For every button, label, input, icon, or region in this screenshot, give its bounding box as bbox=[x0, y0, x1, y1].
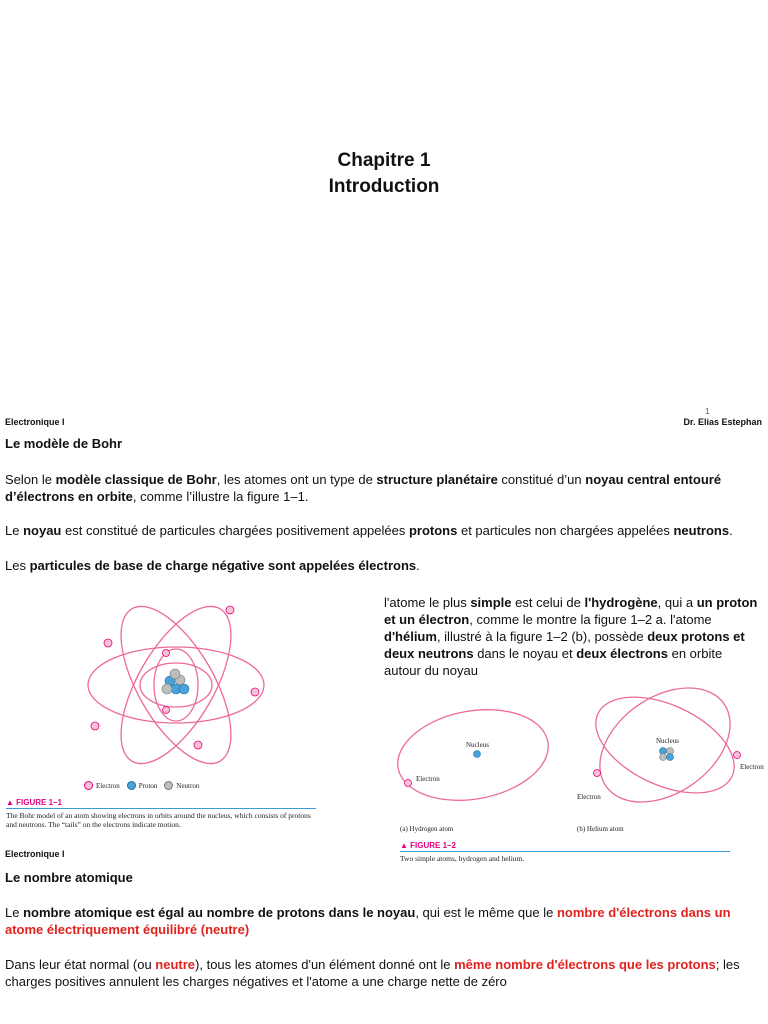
hydrogen-proton bbox=[474, 751, 481, 758]
bohr-paragraph-1: Selon le modèle classique de Bohr, les atomes ont un type de structure planétaire constitué d’un noyau central entouré d’électrons en orbite, comme l’illustre la figure 1–1. bbox=[5, 472, 722, 504]
electron bbox=[163, 650, 170, 657]
helium-electron-label-right: Electron bbox=[740, 763, 764, 771]
proton-legend-icon bbox=[127, 781, 136, 790]
helium-electron bbox=[594, 770, 601, 777]
fig1-label: ▲ FIGURE 1–1 bbox=[6, 798, 62, 807]
helium-electron-label-left: Electron bbox=[577, 793, 601, 801]
chapter-title: Chapitre 1 bbox=[337, 150, 431, 171]
helium-nucleus bbox=[660, 748, 674, 761]
hydrogen-nucleus-label: Nucleus bbox=[466, 741, 489, 749]
electron bbox=[91, 722, 99, 730]
footer-course-2: Electronique I bbox=[5, 849, 65, 859]
bohr-heading: Le modèle de Bohr bbox=[5, 436, 123, 451]
fig2-label: ▲ FIGURE 1–2 bbox=[400, 841, 456, 850]
helium-electron bbox=[734, 752, 741, 759]
electron bbox=[104, 639, 112, 647]
atomic-number-paragraph-2: Dans leur état normal (ou neutre), tous les atomes d'un élément donné ont le même nombre d'électrons que les protons; les charges positives annulent les charges négatives et l'atome a une charge nette de zéro bbox=[5, 957, 740, 989]
hydrogen-electron bbox=[405, 780, 412, 787]
atomic-number-heading: Le nombre atomique bbox=[5, 870, 133, 885]
electron bbox=[251, 688, 259, 696]
fig1-divider bbox=[6, 808, 316, 809]
page-number: 1 bbox=[705, 407, 710, 416]
helium-atom-diagram bbox=[585, 685, 745, 805]
fig1-caption: The Bohr model of an atom showing electrons in orbits around the nucleus, which consists of protons and neutrons. The “tails” on the electrons indicate motion. bbox=[6, 811, 311, 829]
fig2-caption: Two simple atoms, hydrogen and helium. bbox=[400, 854, 525, 863]
nucleus bbox=[162, 669, 189, 694]
hydrogen-electron-label: Electron bbox=[416, 775, 440, 783]
chapter-subtitle: Introduction bbox=[328, 176, 440, 197]
bohr-paragraph-3: Les particules de base de charge négative sont appelées électrons. bbox=[5, 558, 420, 573]
hydrogen-atom-diagram bbox=[395, 700, 555, 810]
legend-electron: Electron bbox=[96, 781, 120, 790]
neutron-legend-icon bbox=[164, 781, 173, 790]
fig1-legend bbox=[84, 781, 199, 790]
fig2-sublabel-a: (a) Hydrogen atom bbox=[400, 825, 454, 833]
fig2-sublabel-b: (b) Helium atom bbox=[577, 825, 624, 833]
footer-course: Electronique I bbox=[5, 417, 65, 427]
footer-author: Dr. Elias Estephan bbox=[683, 417, 762, 427]
electron bbox=[226, 606, 234, 614]
helium-nucleus-label: Nucleus bbox=[656, 737, 679, 745]
helium-orbit-2 bbox=[585, 685, 745, 805]
electron bbox=[163, 707, 170, 714]
bohr-paragraph-2: Le noyau est constitué de particules chargées positivement appelées protons et particules non chargées appelées neutrons. bbox=[5, 523, 733, 538]
legend-proton: Proton bbox=[138, 781, 158, 790]
bohr-atom-diagram bbox=[80, 590, 280, 780]
electron bbox=[194, 741, 202, 749]
fig2-divider bbox=[400, 851, 730, 852]
legend-neutron: Neutron bbox=[176, 781, 200, 790]
hydrogen-helium-paragraph: l'atome le plus simple est celui de l'hydrogène, qui a un proton et un électron, comme le montre la figure 1–2 a. l'atome d'hélium, illustré à la figure 1–2 (b), possède deux protons et deux neutrons dans le noyau et deux électrons en orbite autour du noyau bbox=[384, 595, 758, 678]
electron-legend-icon bbox=[84, 781, 93, 790]
atomic-number-paragraph-1: Le nombre atomique est égal au nombre de protons dans le noyau, qui est le même que le nombre d'électrons dans un atome électriquement équilibré (neutre) bbox=[5, 905, 731, 937]
